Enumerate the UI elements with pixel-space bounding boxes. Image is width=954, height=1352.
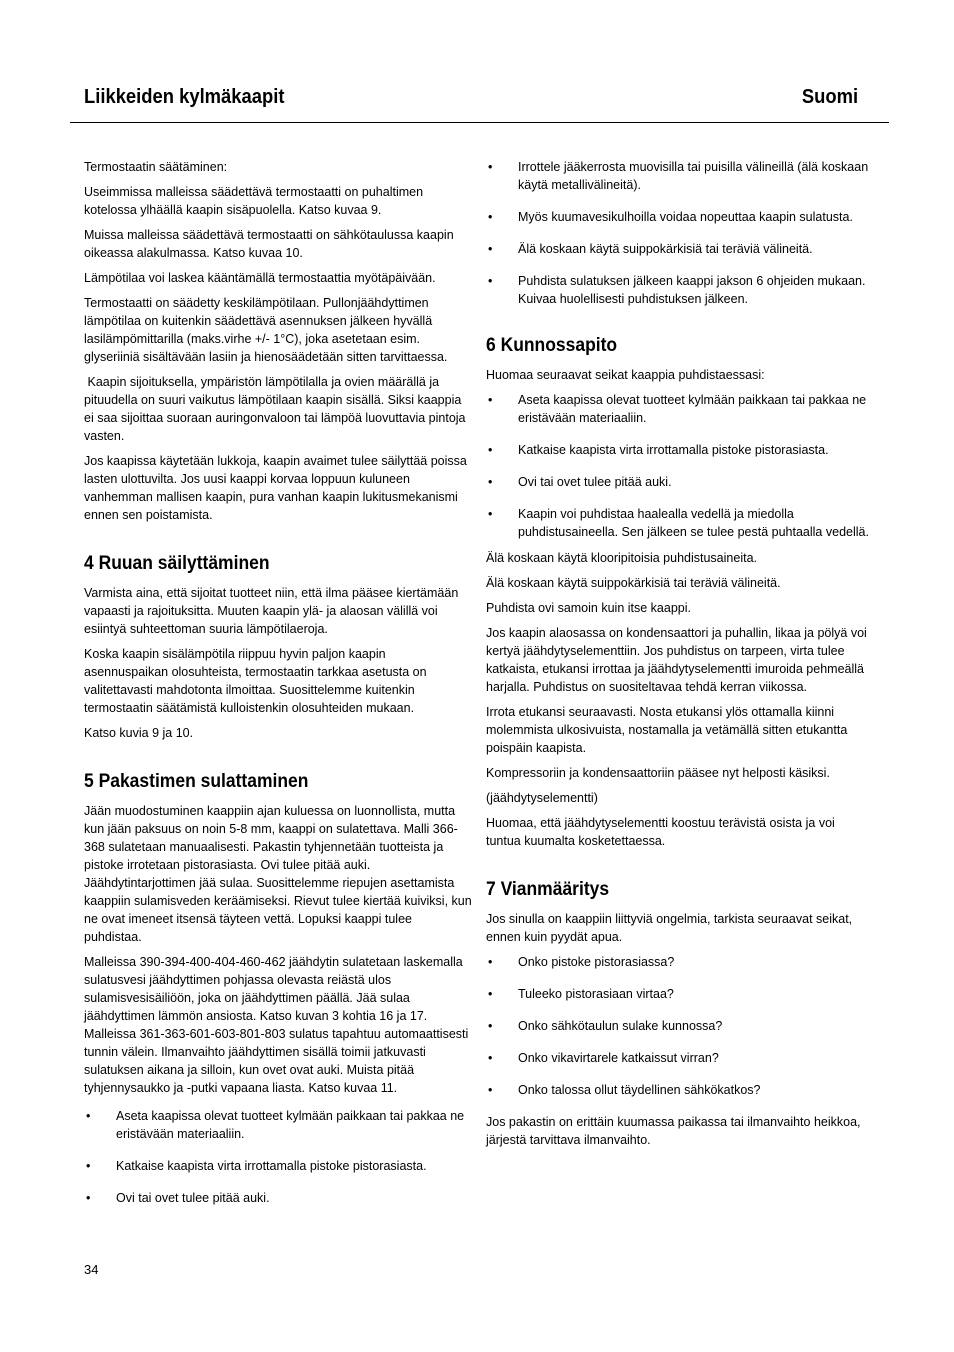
- list-item-text: Katkaise kaapista virta irrottamalla pistoke pistorasiasta.: [116, 1159, 427, 1173]
- list-item: [486, 158, 872, 194]
- bullet-icon: •: [488, 1083, 493, 1097]
- paragraph: Useimmissa malleissa säädettävä termostaatti on puhaltimen kotelossa ylhäällä kaapin sisäpuolella. Katso kuvaa 9.: [84, 185, 424, 217]
- bullet-icon: •: [86, 1159, 91, 1173]
- list-item: [486, 272, 872, 308]
- list-item-text: Ovi tai ovet tulee pitää auki.: [518, 475, 672, 489]
- bullet-icon: •: [488, 443, 493, 457]
- list-item-text: Aseta kaapissa olevat tuotteet kylmään paikkaan tai pakkaa ne eristävään materiaaliin.: [518, 393, 867, 425]
- page-number: 34: [84, 1262, 99, 1277]
- bullet-list: [486, 391, 872, 541]
- list-item-text: Tuleeko pistorasiaan virtaa?: [518, 987, 674, 1001]
- list-item-text: Älä koskaan käytä suippokärkisiä tai teräviä välineitä.: [518, 242, 813, 256]
- bullet-icon: •: [86, 1191, 91, 1205]
- list-item: [84, 1189, 472, 1207]
- list-item-text: Onko talossa ollut täydellinen sähkökatkos?: [518, 1083, 761, 1097]
- paragraph: Jos pakastin on erittäin kuumassa paikassa tai ilmanvaihto heikkoa, järjestä tarvittava ilmanvaihto.: [486, 1115, 861, 1147]
- list-item: [486, 391, 872, 427]
- bullet-icon: •: [488, 393, 493, 407]
- paragraph: Jos kaapissa käytetään lukkoja, kaapin avaimet tulee säilyttää poissa lasten ulottuvilta. Jos uusi kaappi korvaa loppuun kuluneen vanhemman mallisen kaapin, pura vanhan kaapin lukitusmekanismi ennen sen poistamista.: [84, 454, 467, 522]
- list-item-text: Myös kuumavesikulhoilla voidaa nopeuttaa kaapin sulatusta.: [518, 210, 853, 224]
- list-item: [486, 505, 872, 541]
- paragraph: Puhdista ovi samoin kuin itse kaappi.: [486, 601, 691, 615]
- bullet-icon: •: [488, 987, 493, 1001]
- list-item-text: Aseta kaapissa olevat tuotteet kylmään paikkaan tai pakkaa ne eristävään materiaaliin.: [116, 1109, 465, 1141]
- paragraph: Irrota etukansi seuraavasti. Nosta etukansi ylös ottamalla kiinni molemmista ulkosivuista, nostamalla ja vetämällä sitten etukantta poispäin kaapista.: [486, 705, 848, 755]
- list-item: [486, 441, 872, 459]
- list-item: [486, 240, 872, 258]
- bullet-icon: •: [488, 210, 493, 224]
- list-item-text: Ovi tai ovet tulee pitää auki.: [116, 1191, 270, 1205]
- header-divider: [70, 122, 889, 123]
- paragraph: Lämpötilaa voi laskea kääntämällä termostaattia myötäpäivään.: [84, 271, 436, 285]
- bullet-icon: •: [488, 160, 493, 174]
- paragraph: Jos sinulla on kaappiin liittyviä ongelmia, tarkista seuraavat seikat, ennen kuin pyydät apua.: [486, 912, 853, 944]
- paragraph: (jäähdytyselementti): [486, 791, 598, 805]
- list-item: [486, 1081, 872, 1099]
- list-item: [486, 1017, 872, 1035]
- bullet-list: [486, 158, 872, 308]
- bullet-icon: •: [488, 1051, 493, 1065]
- language-label: Suomi: [801, 86, 858, 108]
- bullet-icon: •: [488, 274, 493, 288]
- bullet-icon: •: [488, 955, 493, 969]
- section-heading-5: 5 Pakastimen sulattaminen: [84, 771, 309, 792]
- list-item-text: Onko pistoke pistorasiassa?: [518, 955, 675, 969]
- right-column: [486, 158, 872, 1156]
- list-item: [486, 208, 872, 226]
- paragraph: Muissa malleissa säädettävä termostaatti on sähkötaulussa kaapin oikeassa alakulmassa. Katso kuvaa 10.: [84, 228, 454, 260]
- bullet-list: [486, 953, 872, 1099]
- list-item-text: Kaapin voi puhdistaa haalealla vedellä ja miedolla puhdistusaineella. Sen jälkeen se tulee pestä puhtaalla vedellä.: [518, 507, 869, 539]
- bullet-icon: •: [488, 475, 493, 489]
- bullet-icon: •: [488, 242, 493, 256]
- list-item-text: Irrottele jääkerrosta muovisilla tai puisilla välineillä (älä koskaan käytä metallivälineitä).: [518, 160, 869, 192]
- paragraph: Varmista aina, että sijoitat tuotteet niin, että ilma pääsee kiertämään vapaasti ja rajoituksitta. Muuten kaapin ylä- ja alaosan välillä voi esiintyä suhteettoman suuria lämpötilaeroja.: [84, 586, 459, 636]
- list-item: [486, 985, 872, 1003]
- paragraph: Jään muodostuminen kaappiin ajan kuluessa on luonnollista, mutta kun jään paksuus on noin 5-8 mm, kaappi on sulatettava. Malli 366-368 sulatetaan manuaalisesti. Pakastin tyhjennetään tuotteista ja pistoke irrotetaan pistorasiasta. Ovi tulee pitää auki. Jäähdytintarjottimen jää sulaa. Suosittelemme riepujen asettamista kaappiin sulamisveden keräämiseksi. Rievut tulee kiertää kuiviksi, kun ne ovat imeneet itsensä täyteen vettä. Lopuksi kaappi tulee puhdistaa.: [84, 804, 472, 944]
- paragraph: Katso kuvia 9 ja 10.: [84, 726, 194, 740]
- paragraph: Huomaa seuraavat seikat kaappia puhdistaessasi:: [486, 368, 765, 382]
- bullet-list: [84, 1107, 472, 1207]
- section-heading-7: 7 Vianmääritys: [486, 879, 610, 900]
- list-item: [486, 1049, 872, 1067]
- document-title: Liikkeiden kylmäkaapit: [84, 86, 285, 108]
- bullet-icon: •: [488, 507, 493, 521]
- list-item-text: Onko vikavirtarele katkaissut virran?: [518, 1051, 719, 1065]
- paragraph: Huomaa, että jäähdytyselementti koostuu terävistä osista ja voi tuntua kuumalta kosketettaessa.: [486, 816, 835, 848]
- paragraph: Kaapin sijoituksella, ympäristön lämpötilalla ja ovien määrällä ja pituudella on suuri vaikutus lämpötilaan kaapin sisällä. Siksi kaappia ei saa sijoittaa suoraan auringonvaloon tai lämpöä luovuttavia pintoja vasten.: [84, 375, 469, 443]
- left-column: [84, 158, 472, 1221]
- list-item: [84, 1107, 472, 1143]
- list-item: [84, 1157, 472, 1175]
- list-item-text: Onko sähkötaulun sulake kunnossa?: [518, 1019, 723, 1033]
- bullet-icon: •: [86, 1109, 91, 1123]
- paragraph: Jos kaapin alaosassa on kondensaattori ja puhallin, likaa ja pölyä voi kertyä jäähdytyselementtiin. Jos puhdistus on tarpeen, virta tulee katkaista, etukansi irrottaa ja jäähdytyselementti imuroida pehmeällä harjalla. Puhdistus on suositeltavaa tehdä kerran viikossa.: [486, 626, 867, 694]
- list-item-text: Katkaise kaapista virta irrottamalla pistoke pistorasiasta.: [518, 443, 829, 457]
- paragraph: Kompressoriin ja kondensaattoriin pääsee nyt helposti käsiksi.: [486, 766, 830, 780]
- paragraph: Termostaatti on säädetty keskilämpötilaan. Pullonjäähdyttimen lämpötilaa on kuitenkin säädettävä asennuksen jälkeen hyvällä lasilämpömittarilla (maks.virhe +/- 1°C), joka asetetaan esim. glyseriiniä sisältävään lasiin ja hienosäädetään sitten tarvittaessa.: [84, 296, 448, 364]
- paragraph: Termostaatin säätäminen:: [84, 160, 228, 174]
- bullet-icon: •: [488, 1019, 493, 1033]
- paragraph: Älä koskaan käytä suippokärkisiä tai teräviä välineitä.: [486, 576, 781, 590]
- list-item: [486, 953, 872, 971]
- section-heading-6: 6 Kunnossapito: [486, 335, 618, 356]
- paragraph: Älä koskaan käytä klooripitoisia puhdistusaineita.: [486, 551, 757, 565]
- paragraph: Malleissa 390-394-400-404-460-462 jäähdytin sulatetaan laskemalla sulatusvesi jäähdyttimen pohjassa olevasta reiästä ulos sulamisvesisäiliöön, joka on jäähdyttimen päällä. Jää sulaa jäähdyttimen lämmön ansiosta. Katso kuvan 3 kohtia 16 ja 17. Malleissa 361-363-601-603-801-803 sulatus tapahtuu automaattisesti tunnin välein. Ilmanvaihto jäähdyttimen sisällä toimii jatkuvasti sulatuksen aikana ja silloin, kun ovet ovat auki. Muista pitää tyhjennysaukko ja -putki vapaana liasta. Katso kuvaa 11.: [84, 955, 469, 1095]
- section-heading-4: 4 Ruuan säilyttäminen: [84, 553, 270, 574]
- paragraph: Koska kaapin sisälämpötila riippuu hyvin paljon kaapin asennuspaikan olosuhteista, termostaatin tarkkaa asetusta on valitettavasti mahdotonta ilmoittaa. Suosittelemme kuitenkin termostaatin säätämistä kulloistenkin olosuhteiden mukaan.: [84, 647, 427, 715]
- thermostat-intro: [84, 158, 472, 524]
- list-item: [486, 473, 872, 491]
- list-item-text: Puhdista sulatuksen jälkeen kaappi jakson 6 ohjeiden mukaan. Kuivaa huolellisesti puhdistuksen jälkeen.: [518, 274, 866, 306]
